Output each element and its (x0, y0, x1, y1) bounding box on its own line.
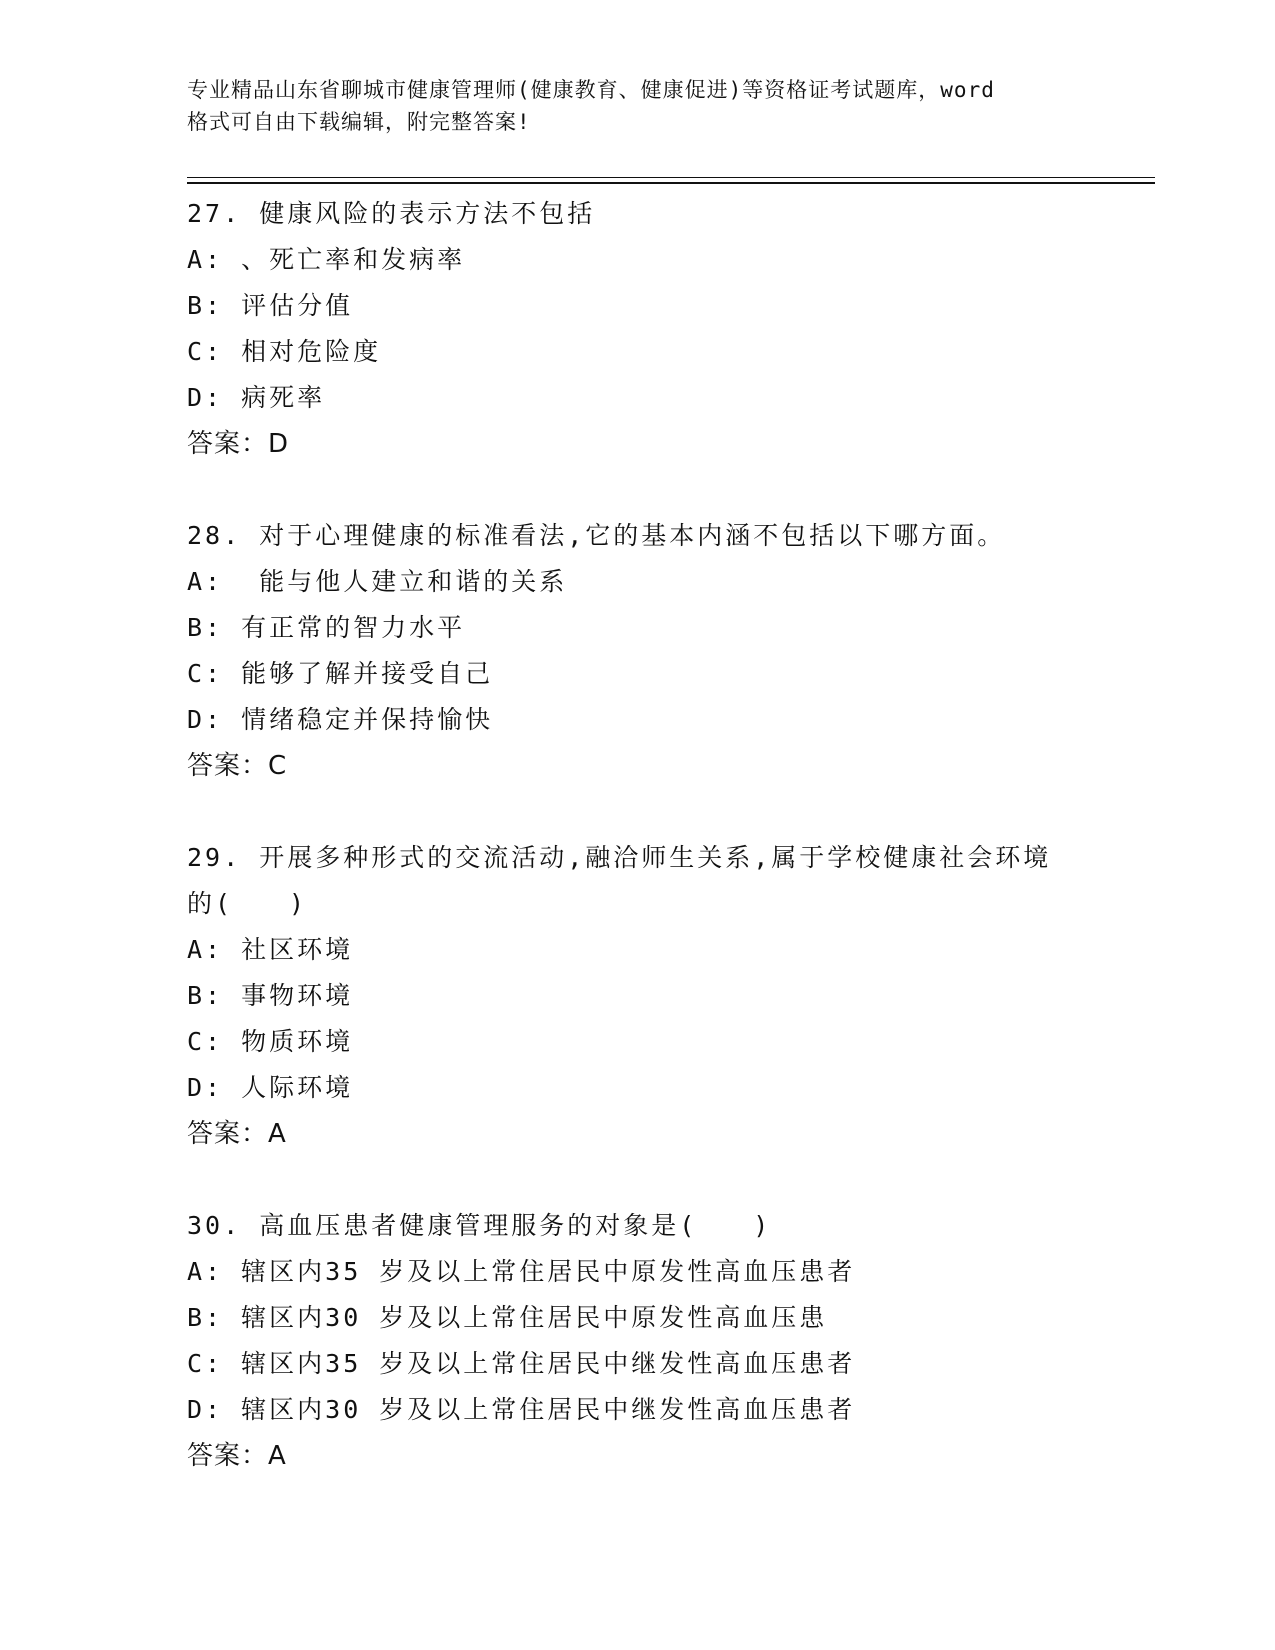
option-d: D: 情绪稳定并保持愉快 (187, 705, 494, 734)
option-a: A: 辖区内35 岁及以上常住居民中原发性高血压患者 (187, 1257, 856, 1286)
option-b: B: 事物环境 (187, 981, 354, 1010)
option-b: B: 评估分值 (187, 291, 354, 320)
header-line-2: 格式可自由下载编辑，附完整答案! (187, 110, 531, 134)
header-line-1: 专业精品山东省聊城市健康管理师(健康教育、健康促进)等资格证考试题库，word (187, 78, 995, 102)
question-title-continued: 的( ) (187, 889, 308, 918)
question-title: 30. 高血压患者健康管理服务的对象是( ) (187, 1211, 772, 1240)
question-29 (187, 835, 1087, 1157)
option-d: D: 病死率 (187, 383, 326, 412)
option-b: B: 辖区内30 岁及以上常住居民中原发性高血压患 (187, 1303, 828, 1332)
option-a: A: 能与他人建立和谐的关系 (187, 567, 568, 596)
question-27 (187, 191, 1087, 467)
option-c: C: 能够了解并接受自己 (187, 659, 494, 688)
option-c: C: 物质环境 (187, 1027, 354, 1056)
option-a: A: 、死亡率和发病率 (187, 245, 466, 274)
answer-line: 答案：D (187, 429, 290, 459)
answer-line: 答案：C (187, 751, 288, 781)
option-b: B: 有正常的智力水平 (187, 613, 466, 642)
option-a: A: 社区环境 (187, 935, 354, 964)
document-header (187, 74, 1087, 138)
question-30 (187, 1203, 1087, 1479)
header-divider-thin (187, 177, 1155, 178)
header-divider-thick (187, 182, 1155, 184)
option-c: C: 辖区内35 岁及以上常住居民中继发性高血压患者 (187, 1349, 856, 1378)
option-c: C: 相对危险度 (187, 337, 382, 366)
option-d: D: 人际环境 (187, 1073, 354, 1102)
question-title: 28. 对于心理健康的标准看法,它的基本内涵不包括以下哪方面。 (187, 521, 1006, 550)
option-d: D: 辖区内30 岁及以上常住居民中继发性高血压患者 (187, 1395, 856, 1424)
answer-line: 答案：A (187, 1441, 287, 1471)
question-title: 27. 健康风险的表示方法不包括 (187, 199, 596, 228)
question-list (187, 191, 1087, 1479)
question-title: 29. 开展多种形式的交流活动,融洽师生关系,属于学校健康社会环境 (187, 843, 1052, 872)
question-28 (187, 513, 1087, 789)
answer-line: 答案：A (187, 1119, 287, 1149)
